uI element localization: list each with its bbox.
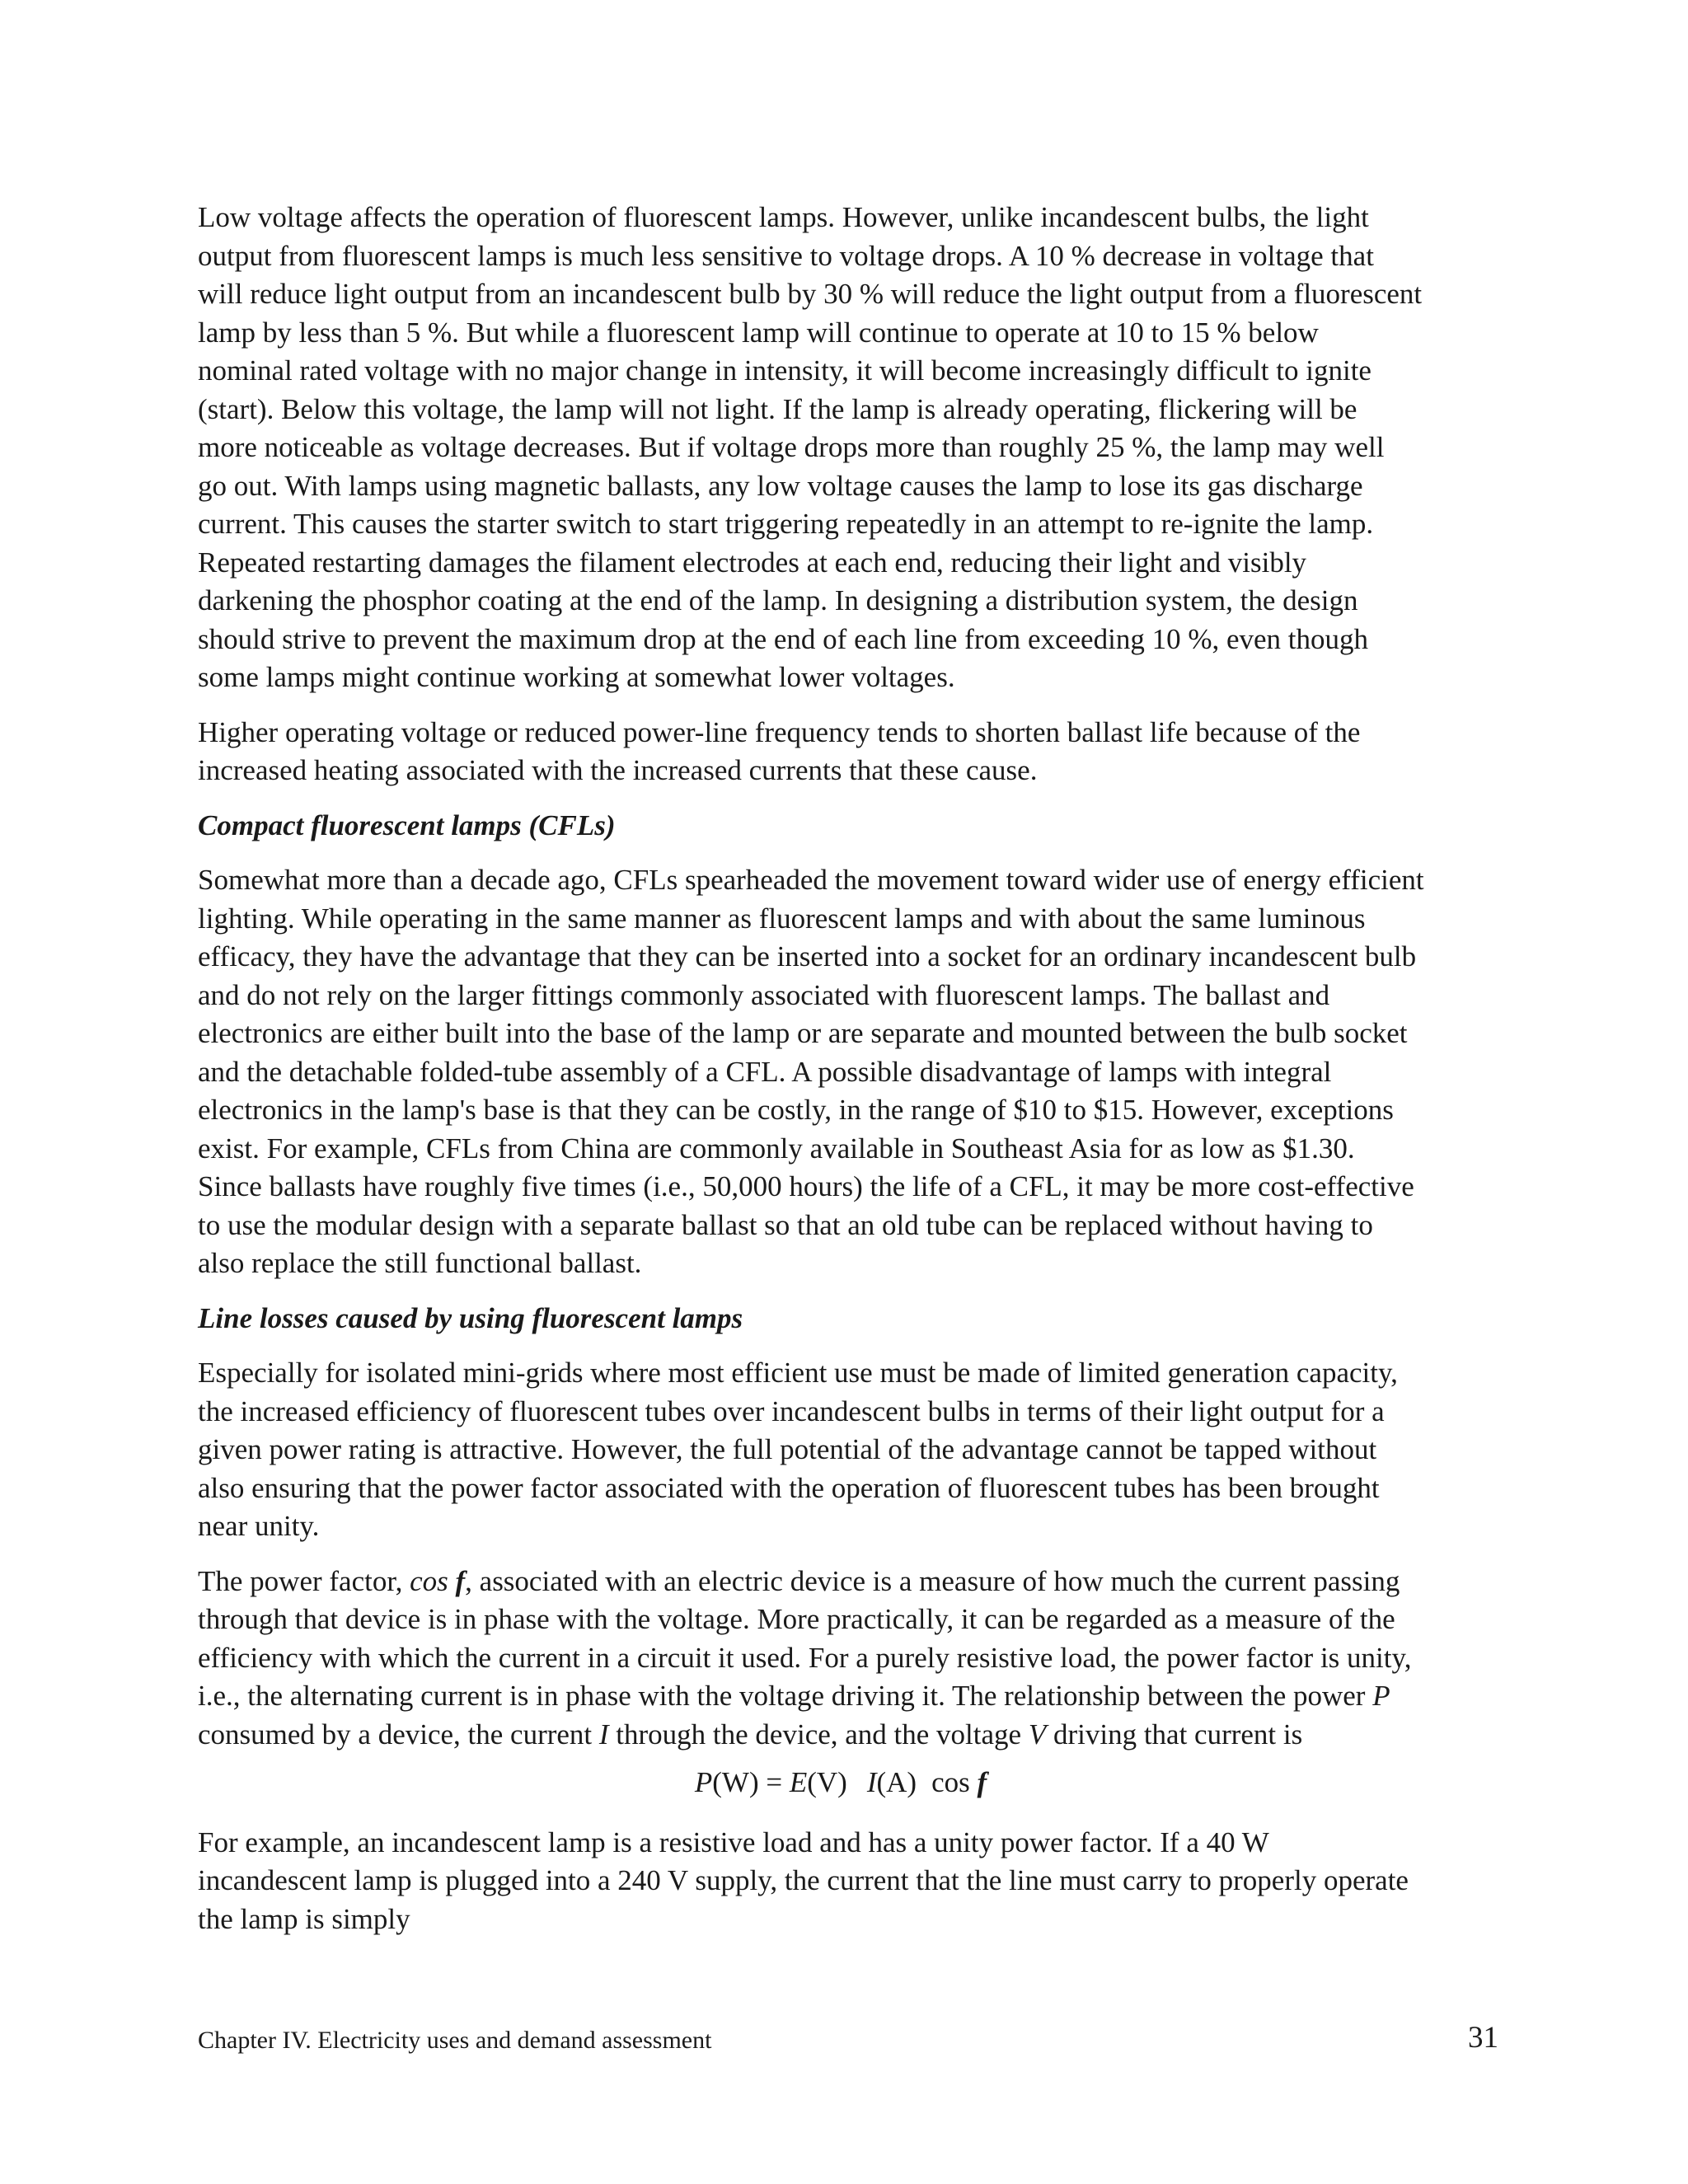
text-line: the increased efficiency of fluorescent tubes over incandescent bulbs in terms of their light output for a xyxy=(198,1394,1385,1427)
text-line: the lamp is simply xyxy=(198,1902,410,1935)
text-line: Repeated restarting damages the filament electrodes at each end, reducing their light and visibly xyxy=(198,546,1307,579)
eq-e: E xyxy=(789,1766,808,1798)
text-line: Higher operating voltage or reduced power-line frequency tends to shorten ballast life because of the xyxy=(198,715,1361,748)
text-fragment: The power factor, xyxy=(198,1564,410,1597)
text-line: more noticeable as voltage decreases. But if voltage drops more than roughly 25 %, the lamp may well xyxy=(198,431,1385,463)
text-fragment: i.e., the alternating current is in phase with the voltage driving it. The relationship between the power xyxy=(198,1680,1373,1712)
text-line: near unity. xyxy=(198,1510,320,1542)
chapter-title: Chapter IV. Electricity uses and demand assessment xyxy=(198,2027,712,2054)
text-line: should strive to prevent the maximum drop at the end of each line from exceeding 10 %, even though xyxy=(198,622,1369,655)
text-line: lamp by less than 5 %. But while a fluorescent lamp will continue to operate at 10 to 15 % below xyxy=(198,316,1319,349)
eq-w-unit: (W) = xyxy=(712,1766,790,1798)
text-line: nominal rated voltage with no major change in intensity, it will become increasingly difficult to ignite xyxy=(198,354,1372,387)
text-line: and do not rely on the larger fittings commonly associated with fluorescent lamps. The ballast and xyxy=(198,978,1330,1011)
text-line: lighting. While operating in the same manner as fluorescent lamps and with about the same luminous xyxy=(198,902,1366,935)
text-line: Especially for isolated mini-grids where most efficient use must be made of limited generation capacity, xyxy=(198,1357,1398,1389)
text-line: will reduce light output from an incandescent bulb by 30 % will reduce the light output from a fluorescent xyxy=(198,278,1423,310)
text-fragment: through the device, and the voltage xyxy=(608,1718,1029,1750)
page-number: 31 xyxy=(1468,2021,1498,2055)
text-line: some lamps might continue working at somewhat lower voltages. xyxy=(198,661,955,693)
text-line: efficiency with which the current in a circuit it used. For a purely resistive load, the power factor is unity, xyxy=(198,1641,1412,1674)
text-line: exist. For example, CFLs from China are commonly available in Southeast Asia for as low as $1.30. xyxy=(198,1132,1355,1165)
text-line: through that device is in phase with the voltage. More practically, it can be regarded as a measure of the xyxy=(198,1603,1395,1635)
phi-symbol: f xyxy=(455,1564,466,1597)
text-line: to use the modular design with a separate ballast so that an old tube can be replaced without having to xyxy=(198,1208,1373,1241)
variable-v: V xyxy=(1028,1718,1047,1750)
text-line: darkening the phosphor coating at the end of the lamp. In designing a distribution system, the design xyxy=(198,584,1358,616)
paragraph-example xyxy=(198,1824,1500,1939)
paragraph-power-factor xyxy=(198,1563,1500,1755)
power-equation xyxy=(198,1764,1500,1802)
text-line: electronics in the lamp's base is that they can be costly, in the range of $10 to $15. However, exceptions xyxy=(198,1094,1394,1126)
heading-cfl: Compact fluorescent lamps (CFLs) xyxy=(198,808,616,841)
paragraph-cfl xyxy=(198,861,1500,1283)
text-line: output from fluorescent lamps is much less sensitive to voltage drops. A 10 % decrease in voltage that xyxy=(198,239,1374,272)
text-line: given power rating is attractive. However, the full potential of the advantage cannot be tapped without xyxy=(198,1433,1377,1465)
text-line: also replace the still functional ballast. xyxy=(198,1247,642,1279)
text-line: efficacy, they have the advantage that they can be inserted into a socket for an ordinary incandescent bulb xyxy=(198,940,1417,972)
variable-p: P xyxy=(1372,1680,1390,1712)
text-line: For example, an incandescent lamp is a resistive load and has a unity power factor. If a 40 W xyxy=(198,1825,1269,1858)
text-fragment: driving that current is xyxy=(1046,1718,1303,1750)
text-line: Low voltage affects the operation of fluorescent lamps. However, unlike incandescent bulbs, the light xyxy=(198,201,1369,233)
cos-symbol: cos xyxy=(410,1564,456,1597)
text-line: incandescent lamp is plugged into a 240 V supply, the current that the line must carry to properly operate xyxy=(198,1864,1409,1896)
heading-line-losses: Line losses caused by using fluorescent lamps xyxy=(198,1301,743,1334)
page-body xyxy=(198,199,1500,1938)
eq-cos: cos xyxy=(931,1766,978,1798)
eq-a-unit: (A) xyxy=(876,1766,917,1798)
text-line: and the detachable folded-tube assembly of a CFL. A possible disadvantage of lamps with integral xyxy=(198,1055,1332,1088)
paragraph-ballast-life xyxy=(198,714,1500,790)
paragraph-low-voltage xyxy=(198,199,1500,697)
text-line: also ensuring that the power factor associated with the operation of fluorescent tubes has been brought xyxy=(198,1471,1380,1504)
paragraph-mini-grids xyxy=(198,1354,1500,1546)
text-line: (start). Below this voltage, the lamp will not light. If the lamp is already operating, flickering will be xyxy=(198,392,1357,425)
page-footer xyxy=(198,2018,1498,2059)
eq-p: P xyxy=(694,1766,713,1798)
text-fragment: consumed by a device, the current xyxy=(198,1718,599,1750)
text-line: current. This causes the starter switch to start triggering repeatedly in an attempt to re-ignite the lamp. xyxy=(198,508,1374,540)
text-line: go out. With lamps using magnetic ballasts, any low voltage causes the lamp to lose its gas discharge xyxy=(198,469,1363,502)
eq-phi: f xyxy=(977,1766,987,1798)
text-line: electronics are either built into the base of the lamp or are separate and mounted between the bulb socket xyxy=(198,1017,1408,1049)
text-line: Since ballasts have roughly five times (i.e., 50,000 hours) the life of a CFL, it may be more cost-effective xyxy=(198,1170,1414,1202)
text-fragment: , associated with an electric device is a measure of how much the current passing xyxy=(465,1564,1400,1597)
text-line: Somewhat more than a decade ago, CFLs spearheaded the movement toward wider use of energy efficient xyxy=(198,864,1424,896)
variable-i: I xyxy=(598,1718,609,1750)
eq-v-unit: (V) xyxy=(807,1766,847,1798)
eq-i: I xyxy=(866,1766,877,1798)
text-line: increased heating associated with the increased currents that these cause. xyxy=(198,754,1038,786)
